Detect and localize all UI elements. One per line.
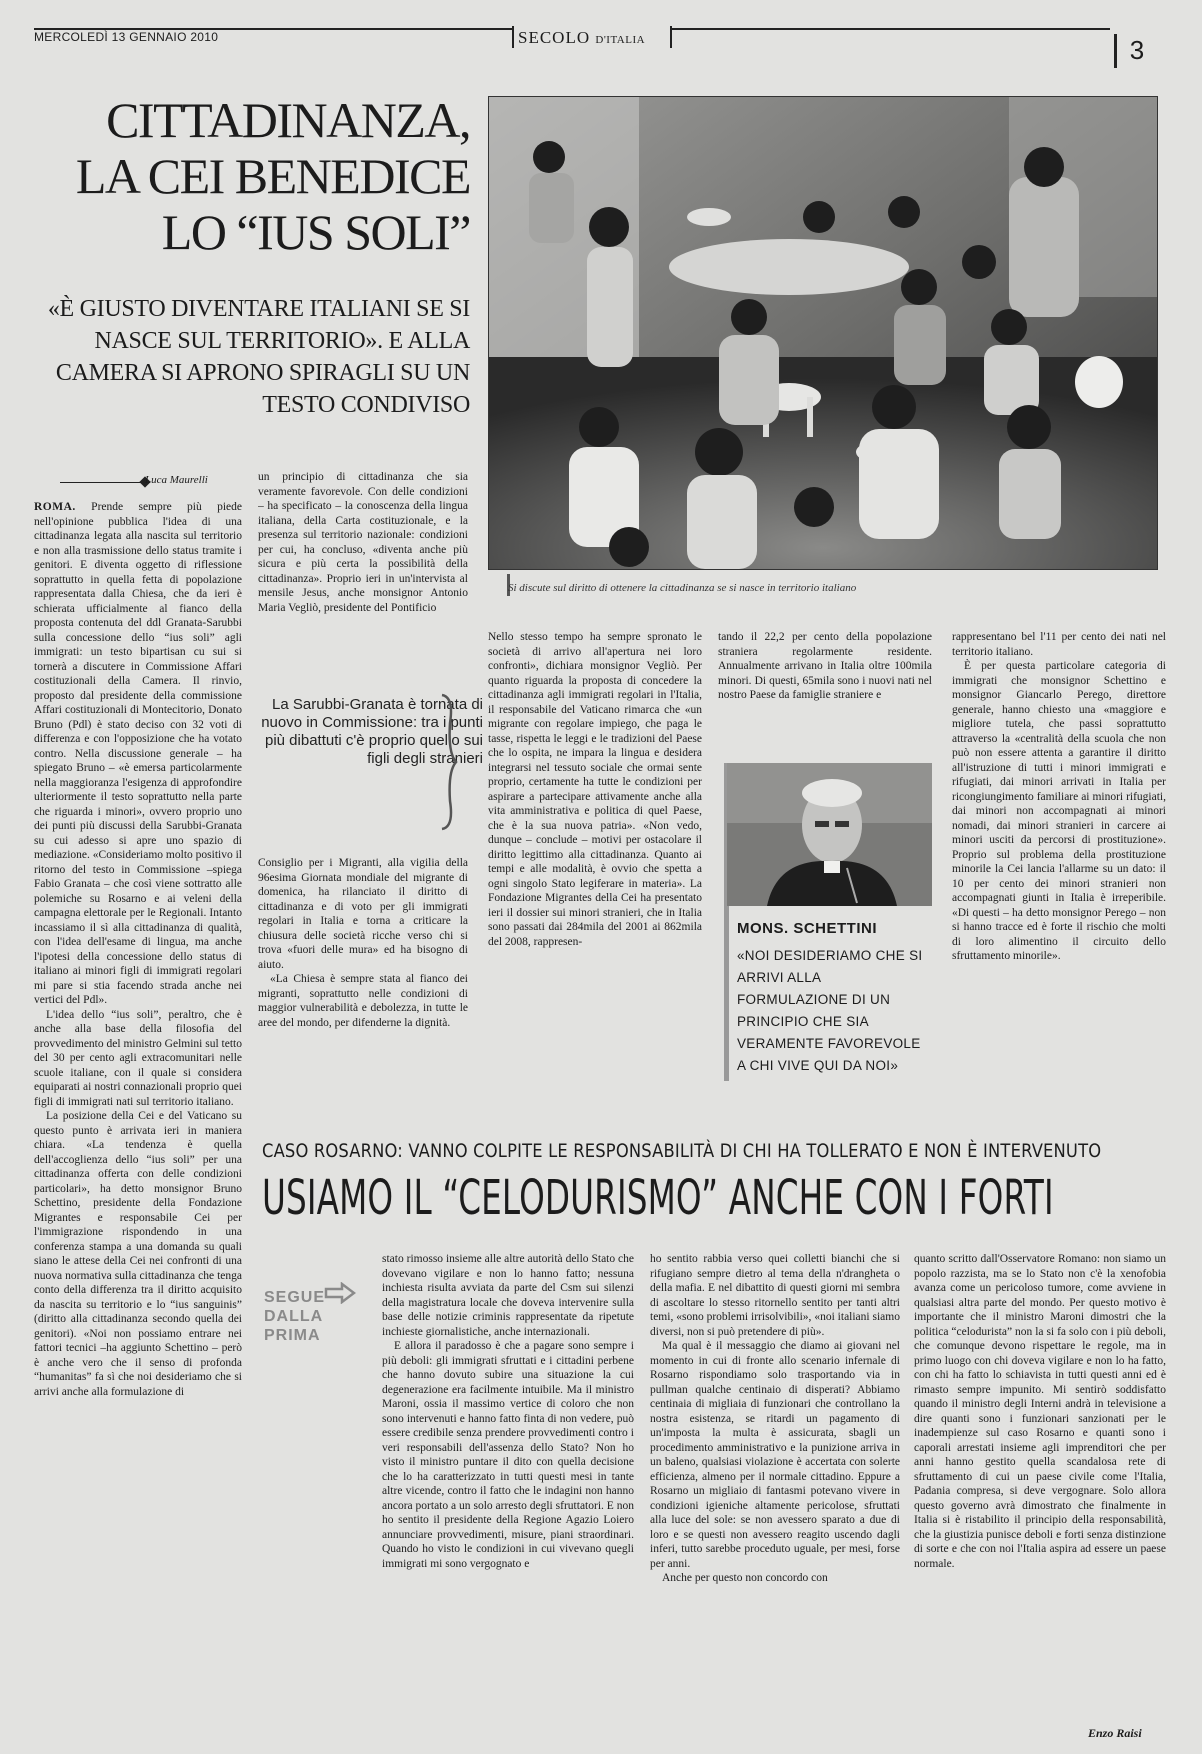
article2-title: USIAMO IL “CELODURISMO” ANCHE CON I FORTI: [262, 1170, 1054, 1226]
article2-column-2: [650, 1252, 900, 1732]
byline-rule: [60, 482, 145, 483]
article2-column-1: [382, 1252, 634, 1732]
byline: Luca Maurelli: [145, 474, 208, 486]
headline-line: LA CEI BENEDICE: [75, 148, 470, 204]
paragraph: Nello stesso tempo ha sempre spronato le società di arrivo all'apertura nei loro confronti», dichiara monsignor Vegliò. Per quanto riguarda la proposta di concedere la cittadinanza agli immigrati regolari in l'Italia, il responsabile del Vaticano rimarca che «un migrante con regolare impiego, che paga le tasse, rispetta le leggi e le tradizioni del Paese che lo ospita, ne impara la lingua e desidera integrarsi nel tessuto sociale che ormai sente proprio, certamente ha tutte le condizioni per aspirare a partecipare attivamente anche alla vita amministrativa e politica di quel Paese, che è la sua nuova patria». «Non vedo, dunque – conclude – motivi per ostacolare il diritto legittimo alla cittadinanza. Quanto ai tempi e alle modalità, è ovvio che spetta a ogni singolo Stato legiferare in materia». La Fondazione Migrantes della Cei ha presentato ieri il dossier sui minori stranieri, che in Italia sono passati dai 284mila del 2001 ai 862mila del 2008, rappresen-: [488, 631, 702, 948]
paragraph: un principio di cittadinanza che sia veramente favorevole. Con delle condizioni – ha specificato – la conoscenza della lingua italiana, della Carta costituzionale, e la presenza sul territorio nazionale: condizioni per cui, ha concluso, «diventa anche più sicura e più certa la possibilità della cittadinanza». Proprio ieri in un'intervista al mensile Jesus, anche monsignor Antonio Maria Vegliò, presidente del Pontificio: [258, 471, 468, 614]
schettini-portrait: [727, 763, 932, 906]
paragraph: tando il 22,2 per cento della popolazione straniera regolarmente residente. Annualmente arrivano in Italia oltre 100mila minori. Di questi, 65mila sono i nuovi nati nel nostro Paese da famiglie straniere e: [718, 631, 932, 701]
paragraph: rappresentano bel l'11 per cento dei nati nel territorio italiano.: [952, 631, 1166, 658]
paragraph: stato rimosso insieme alle altre autorità dello Stato che dovevano vigilare e non lo hanno fatto; nessuna inchiesta risulta avviata da parte del Csm sui silenzi della magistratura locale che doveva intervenire sulla base delle notizie criminis rappresentate da ripetute inchieste giornalistiche, anche internazionali.: [382, 1253, 634, 1338]
paragraph: L'idea dello “ius soli”, peraltro, che è anche alla base della filosofia del provvedimento del ministro Gelmini sul tetto del 30 per cento agli extracomunitari nelle scuole italiane, con il quale si considera equiparati ai nostri connazionali proprio quei figli di immigrati nati sul territorio italiano.: [34, 1008, 242, 1108]
paragraph: «La Chiesa è sempre stata al fianco dei migranti, soprattutto nelle condizioni di maggior vulnerabilità e debolezza, in tutte le aree del mondo, per difenderne la dignità.: [258, 973, 468, 1029]
paragraph: quanto scritto dall'Osservatore Romano: non siamo un popolo razzista, ma se lo Stato non c'è la xenofobia avanza come un pericoloso tumore, come avviene in qualsiasi altra parte del mondo. Per questo motivo è importante che il ministro Maroni dimostri che la politica “celodurista” non la si fa solo con i più deboli, che comunque devono rispettare le regole, ma in primo luogo con chi doveva vigilare e non lo ha fatto, con chi ha fatto lo schiavista in tutti questi anni ed è rimasto sempre impunito. Mi sentirò soddisfatto quando il ministro degli Interni andrà in televisione a dire quanti sono i funzionari sanzionati per le inadempienze sul caso Rosarno e quanti sono i caporali arrestati insieme agli imprenditori che per anni hanno gestito quella scandalosa rete di sfruttamento di cui un paese civile come l'Italia, Padania compresa, si deve vergognare. Solo allora questo governo avrà dimostrato che finalmente in Italia si è ristabilito il principio della responsabilità, che la giustizia punisce deboli e forti senza distinzione di sorte e che con noi l'Italia aspira ad essere un paese normale.: [914, 1253, 1166, 1570]
paragraph: ho sentito rabbia verso quei colletti bianchi che si rifugiano sempre dietro al tema della n'drangheta o della mafia. E nel dibattito di questi giorni mi sembra di ascoltare lo stesso ritornello sentito per tanti altri temi, «sono problemi irrisolvibili», «noi italiani siamo diversi, non si può pretendere di più».: [650, 1253, 900, 1338]
paragraph: È per questa particolare categoria di immigrati che monsignor Schettino e monsignor Giancarlo Perego, direttore generale, hanno chiesto una «maggiore e migliore tutela, che passi soprattutto attraverso la «centralità della scuola che non può non essere attenta a garantire il diritto all'istruzione di tutti i minori immigrati e rifugiati, dai minori arrivati in Italia per ricongiungimento familiare ai minori rifugiati, dai minori non accompagnati ai minori nomadi, dai minori stranieri in carcere ai minori usciti da percorsi di prostituzione». Proprio sul problema della prostituzione minorile la Cei lancia l'allarme su un dato: il 10 per cento dei minori stranieri non accompagnati giunti in Italia è irreperibile. «Di questi – ha detto monsignor Perego – non si hanno tracce ed è forte il rischio che molti di loro alimentino il circuito dello sfruttamento minorile».: [952, 660, 1166, 962]
paragraph: [34, 500, 242, 1008]
article1-column-4: [718, 630, 932, 750]
article-deck: «È GIUSTO DIVENTARE ITALIANI SE SI NASCE SUL TERRITORIO». E ALLA CAMERA SI APRONO SPIRAGLI SU UN TESTO CONDIVISO: [47, 296, 470, 418]
masthead: [518, 28, 645, 48]
portrait-illustration: [727, 763, 932, 906]
arrow-right-icon: [324, 1282, 356, 1304]
pull-quote-brace-icon: [440, 693, 458, 831]
paragraph: La posizione della Cei e del Vaticano su questo punto è arrivata ieri in maniera chiara. «La tendenza è quella dell'accoglienza dello “ius soli” per una cittadinanza offerta con delle condizioni particolari», ha detto monsignor Bruno Schettino, presidente della Fondazione Migrantes e responsabile Cei per l'immigrazione rispondendo in una conferenza stampa a una domanda su quali siano le attese della Cei nei confronti di una nuova normativa sulla cittadinanza che tenga conto della differenza tra il diritto acquisito da nascita su territorio e lo “ius sanguinis” (diritto alla cittadinanza secondo quella dei genitori). «Noi non possiamo entrare nei fattori tecnici –ha aggiunto Schettino – però è anche vero che il senso di profonda “humanitas” fa sì che noi desideriamo che si arrivi anche alla formulazione di: [34, 1110, 242, 1398]
article1-column-2-top: [258, 470, 468, 685]
photo-illustration: [489, 97, 1157, 569]
paragraph: E allora il paradosso è che a pagare sono sempre i più deboli: gli immigrati sfruttati e i cittadini perbene che hanno dovuto subire una situazione la cui degenerazione era facilmente intuibile. Ma il ministro Maroni, ossia il massimo vertice di coloro che non sono intervenuti e hanno fatto finta di non vedere, può essere credibile senza prendere provvedimenti contro i veri responsabili dell'assenza dello Stato? Non ho visto il ministro puntare il dito con quella decisione che lo ha caratterizzato in tutti questi mesi in tante altre vicende, contro il fatto che le indagini non hanno ancora portato a un solo arresto degli sfruttatori. E non ho sentito il presidente della Regione Agazio Loiero annunciare provvedimenti, misure, piani straordinari. Quando ho visto le condizioni in cui vivevano quegli immigrati mi sono vergognato e: [382, 1340, 634, 1570]
paragraph: Consiglio per i Migranti, alla vigilia della 96esima Giornata mondiale del migrante di domenica, ha rilanciato il diritto di cittadinanza e di voto per gli immigrati regolari in Italia e torna a criticare la chiusura delle società ricche verso chi si trova «fuori delle mura» ed ha bisogno di aiuto.: [258, 857, 468, 971]
article1-column-3: [488, 630, 702, 1080]
paragraph: Anche per questo non concordo con: [662, 1572, 828, 1584]
article2-signature: Enzo Raisi: [1088, 1726, 1142, 1740]
header-rule-left: [34, 28, 512, 30]
headline-line: LO “IUS SOLI”: [161, 204, 470, 260]
headline-line: CITTADINANZA,: [106, 92, 470, 148]
article2-kicker: CASO ROSARNO: VANNO COLPITE LE RESPONSABILITÀ DI CHI HA TOLLERATO E NON È INTERVENUTO: [262, 1140, 1102, 1162]
sidebar-quote: «NOI DESIDERIAMO CHE SI ARRIVI ALLA FORMULAZIONE DI UN PRINCIPIO CHE SIA VERAMENTE FAVOREVOLE A CHI VIVE QUI DA NOI»: [737, 948, 923, 1073]
segue-line: SEGUE: [264, 1289, 326, 1306]
paragraph: Ma qual è il messaggio che diamo ai giovani nel momento in cui di fronte allo scenario infernale di Rosarno rispondiamo solo trasportando via in pullman qualche centinaio di disperati? Abbiamo centinaia di migliaia di funzionari che controllano la nostra esistenza, se ritardi un pagamento di un'imposta la multa è assicurata, sbagli un procedimento amministrativo e la punizione arriva in un baleno, qualsiasi violazione è accertata con solerte efficienza, almeno per il normale cittadino. Eppure a Rosarno un migliaio di fantasmi potevano vivere in condizioni igieniche altamente pericolose, sfruttati alla luce del sole: se non avessero sparato a due di loro e se questi non avessero reagito uscendo dagli inferi, tutto sarebbe proceduto uguale, per mesi, forse per anni.: [650, 1340, 900, 1570]
dateline-city: ROMA.: [34, 501, 76, 513]
sidebar-name: MONS. SCHETTINI: [737, 920, 878, 937]
segue-line: PRIMA: [264, 1327, 321, 1344]
pull-quote: La Sarubbi-Granata è tornata di nuovo in Commissione: tra i punti più dibattuti c'è proprio quello sui figli degli stranieri: [261, 696, 483, 767]
segue-line: DALLA: [264, 1308, 324, 1325]
article1-column-2-bottom: [258, 856, 468, 1080]
article2-column-3: [914, 1252, 1166, 1720]
photo-caption: Si discute sul diritto di ottenere la cittadinanza se si nasce in territorio italiano: [508, 582, 857, 594]
issue-date: MERCOLEDÌ 13 GENNAIO 2010: [34, 30, 219, 44]
masthead-subtitle: D'ITALIA: [595, 34, 646, 46]
paragraph-text: Prende sempre più piede nell'opinione pubblica l'idea di una cittadinanza legata alla nascita sul territorio e non alla trasmissione dello status tramite i genitori. E diventa oggetto di riflessione soprattutto in quella fetta di popolazione rappresentata dalla Chiesa, che da ieri è schierata ufficialmente al fianco della proposta contenuta del ddl Granata-Sarubbi sulla concessione dello “ius soli” agli immigrati: un testo bipartisan cu sui si tornerà a discutere in Commissione Affari costituzionali della Camera. Il rinvio, proposto dal presidente della commissione Affari costituzionali di Montecitorio, Donato Bruno (Pdl) è stato deciso con 32 voti di differenza e con l'opposizione che ha votato contro. Nella discussione generale – ha spiegato Bruno – «è emersa particolarmente nella maggioranza l'esigenza di approfondire ulteriormente il testo soprattutto nella parte che riguarda i minori», ovvero proprio uno dei punti più discussi della Sarubbi-Granata su cui adesso si apre uno spazio di mediazione. «Consideriamo molto positivo il ritorno del testo in Commissione –spiega Fabio Granata – che così viene sottratto alle polemiche su Rosarno e ai veleni della campagna elettorale per le Regionali. Intanto incassiamo il sì alla cittadinanza di qualità, con l'idea dell'esame di lingua, ma anche l'ipotesi della concessione dello status di italiano ai minori figli di immigrati regolari mi pare si stia facendo strada anche nei vertici del Pdl».: [34, 501, 242, 1006]
article-headline: [30, 92, 470, 260]
header-rule-tick: [512, 26, 514, 48]
masthead-title: SECOLO: [518, 28, 591, 47]
article1-column-5: [952, 630, 1166, 1080]
article1-column-1: [34, 500, 242, 1720]
segue-label: [264, 1288, 325, 1345]
header-rule-right: [670, 28, 1110, 30]
children-classroom-photo: [488, 96, 1158, 570]
page-number: 3: [1114, 34, 1157, 68]
